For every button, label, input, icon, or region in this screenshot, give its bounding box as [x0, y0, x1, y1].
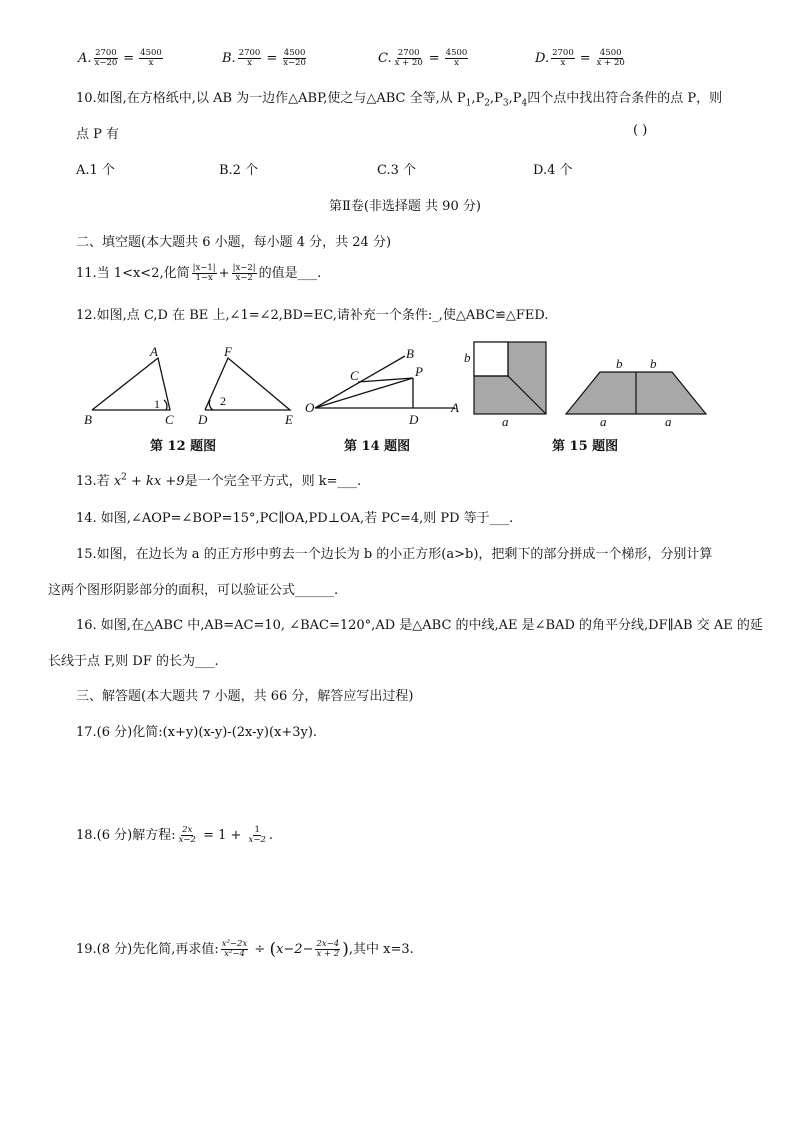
fig14-label-b: B [406, 346, 414, 361]
fig15-caption: 第 15 题图 [552, 439, 619, 454]
fig14-label-c: C [350, 368, 359, 383]
q17: 17.(6 分)化简:(x+y)(x-y)-(2x-y)(x+3y). [76, 725, 318, 740]
fig14-label-d: D [409, 412, 419, 427]
q9-option-b: B. $\frac{2700}{x}$ = $\frac{4500}{x-20}$ [222, 48, 306, 68]
fig12-label-f: F [224, 344, 232, 359]
fig12-label-b: B [84, 412, 92, 427]
section3-heading: 三、解答题(本大题共 7 小题，共 66 分，解答应写出过程) [76, 689, 414, 704]
q10-option-c: C.3 个 [377, 163, 417, 178]
fig15-label-a2: a [665, 414, 672, 429]
fig12-caption: 第 12 题图 [150, 439, 217, 454]
fig12-label-c: C [165, 412, 174, 427]
q14: 14. 如图,∠AOP=∠BOP=15°,PC∥OA,PD⊥OA,若 PC=4,则 PD 等于___. [76, 511, 514, 526]
fig12-label-a: A [150, 344, 158, 359]
q10-line2: 点 P 有 [76, 127, 120, 142]
q9-option-d: D. $\frac{2700}{x}$ = $\frac{4500}{x + 20}$ [535, 48, 625, 68]
q11: 11.当 1<x<2,化简 $\frac{|x-1|}{1-x}$ + $\frac{|x-2|}{x-2}$ 的值是___. [76, 263, 322, 283]
figure-12 [80, 342, 300, 432]
section2-heading: 二、填空题(本大题共 6 小题，每小题 4 分，共 24 分) [76, 235, 392, 250]
q18: 18.(6 分)解方程: $\frac{2x}{x-2}$ = 1 + $\frac{1}{x-2}$ . [76, 825, 273, 845]
fig12-label-d: D [198, 412, 208, 427]
fig15-label-b2: b [650, 356, 657, 371]
fig15-label-b-side: b [464, 350, 471, 365]
figure-14 [305, 342, 465, 432]
fig14-label-a: A [451, 400, 459, 415]
part2-title: 第Ⅱ卷(非选择题 共 90 分) [329, 199, 481, 214]
q10-option-a: A.1 个 [76, 163, 115, 178]
q15-line1: 15.如图，在边长为 a 的正方形中剪去一个边长为 b 的小正方形(a>b)，把剩下的部分拼成一个梯形，分别计算 [76, 547, 713, 562]
q10-option-d: D.4 个 [533, 163, 573, 178]
q9-option-a: A. $\frac{2700}{x-20}$ = $\frac{4500}{x}$ [78, 48, 162, 68]
q19: 19.(8 分)先化简,再求值: $\frac{\text{x²−2x}}{\text{x²−4}}$ ÷ (x−2− $\frac{2x-4}{x + 2}$ ),其中 x=3. [76, 939, 414, 960]
q13: 13.若 $x^2$ + kx +9是一个完全平方式，则 k=___. [76, 472, 362, 489]
q12: 12.如图,点 C,D 在 BE 上,∠1=∠2,BD=EC,请补充一个条件:_,使△ABC≌△FED. [76, 308, 549, 323]
fig14-caption: 第 14 题图 [344, 439, 411, 454]
fig12-label-e: E [285, 412, 293, 427]
fig15-label-b1: b [616, 356, 623, 371]
fig14-label-o: O [305, 400, 315, 415]
fig15-label-a-square: a [502, 414, 509, 429]
q9-option-c: C. $\frac{2700}{x + 20}$ = $\frac{4500}{x}$ [378, 48, 468, 68]
fig15-label-a1: a [600, 414, 607, 429]
q10-line1: 10.如图,在方格纸中,以 AB 为一边作△ABP,使之与△ABC 全等,从 $P_1,P_2,P_3,P_4$四个点中找出符合条件的点 P，则 [76, 91, 723, 109]
q16-line1: 16. 如图,在△ABC 中,AB=AC=10, ∠BAC=120°,AD 是△ABC 的中线,AE 是∠BAD 的角平分线,DF∥AB 交 AE 的延 [76, 618, 763, 633]
q10-answer-paren: ( ) [633, 123, 648, 138]
figure-15 [460, 336, 720, 430]
fig12-angle-1: 1 [154, 397, 160, 411]
q16-line2: 长线于点 F,则 DF 的长为___. [48, 654, 219, 669]
q10-option-b: B.2 个 [219, 163, 259, 178]
fig14-label-p: P [415, 364, 423, 379]
q15-line2: 这两个图形阴影部分的面积，可以验证公式______. [48, 583, 339, 598]
fig12-angle-2: 2 [220, 394, 226, 408]
